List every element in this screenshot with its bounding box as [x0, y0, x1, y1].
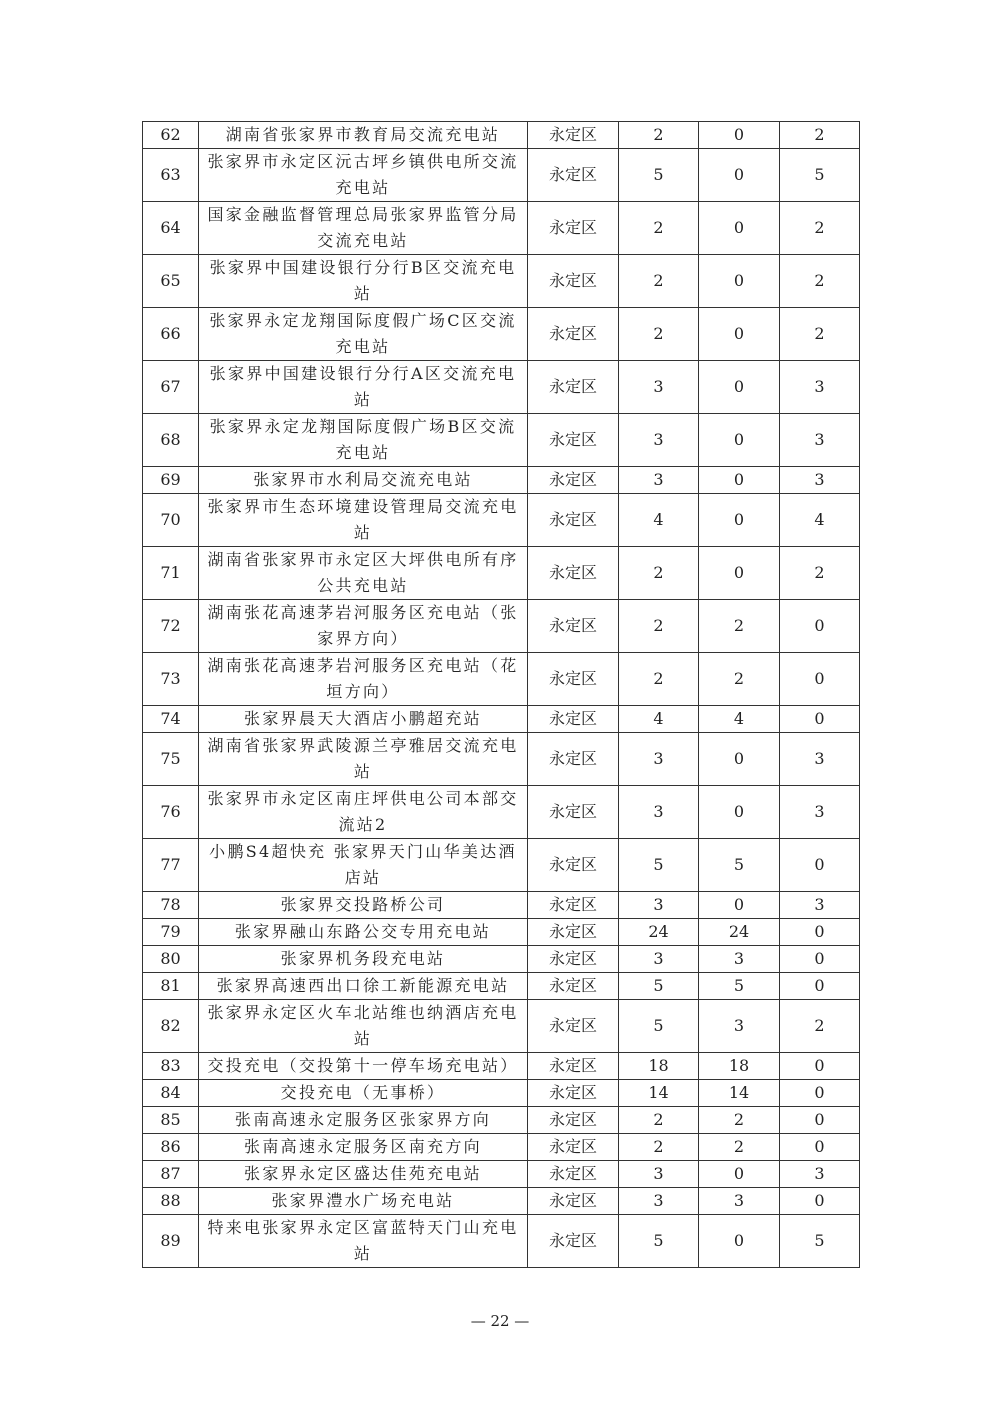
charging-station-table — [142, 121, 860, 1268]
table-row — [143, 1215, 860, 1268]
total-count-cell: 3 — [619, 361, 699, 414]
district-cell: 永定区 — [528, 733, 619, 786]
dc-count-cell: 0 — [699, 202, 780, 255]
district-cell: 永定区 — [528, 892, 619, 919]
total-count-cell: 5 — [619, 1000, 699, 1053]
total-count-cell: 2 — [619, 547, 699, 600]
ac-count-cell: 5 — [780, 1215, 860, 1268]
table-row — [143, 414, 860, 467]
table-row — [143, 255, 860, 308]
table-row — [143, 1188, 860, 1215]
ac-count-cell: 3 — [780, 414, 860, 467]
total-count-cell: 14 — [619, 1080, 699, 1107]
ac-count-cell: 0 — [780, 653, 860, 706]
district-cell: 永定区 — [528, 946, 619, 973]
ac-count-cell: 0 — [780, 706, 860, 733]
ac-count-cell: 0 — [780, 1053, 860, 1080]
total-count-cell: 2 — [619, 600, 699, 653]
ac-count-cell: 3 — [780, 467, 860, 494]
row-number-cell: 89 — [143, 1215, 199, 1268]
district-cell: 永定区 — [528, 1107, 619, 1134]
table-row — [143, 149, 860, 202]
station-name-cell: 张家界市水利局交流充电站 — [199, 467, 528, 494]
district-cell: 永定区 — [528, 600, 619, 653]
ac-count-cell: 2 — [780, 255, 860, 308]
station-name-cell: 张家界融山东路公交专用充电站 — [199, 919, 528, 946]
table-row — [143, 1107, 860, 1134]
row-number-cell: 87 — [143, 1161, 199, 1188]
station-name-cell: 交投充电（交投第十一停车场充电站） — [199, 1053, 528, 1080]
dc-count-cell: 0 — [699, 149, 780, 202]
ac-count-cell: 0 — [780, 1134, 860, 1161]
district-cell: 永定区 — [528, 149, 619, 202]
total-count-cell: 3 — [619, 414, 699, 467]
station-name-cell: 张家界永定龙翔国际度假广场B区交流充电站 — [199, 414, 528, 467]
ac-count-cell: 2 — [780, 547, 860, 600]
dc-count-cell: 0 — [699, 1215, 780, 1268]
dc-count-cell: 0 — [699, 1161, 780, 1188]
total-count-cell: 2 — [619, 1107, 699, 1134]
total-count-cell: 4 — [619, 494, 699, 547]
table-row — [143, 1053, 860, 1080]
station-name-cell: 特来电张家界永定区富蓝特天门山充电站 — [199, 1215, 528, 1268]
dc-count-cell: 2 — [699, 600, 780, 653]
total-count-cell: 5 — [619, 1215, 699, 1268]
station-name-cell: 张家界中国建设银行分行A区交流充电站 — [199, 361, 528, 414]
ac-count-cell: 0 — [780, 1107, 860, 1134]
district-cell: 永定区 — [528, 361, 619, 414]
row-number-cell: 64 — [143, 202, 199, 255]
station-name-cell: 湖南张花高速茅岩河服务区充电站（张家界方向） — [199, 600, 528, 653]
table-row — [143, 653, 860, 706]
row-number-cell: 75 — [143, 733, 199, 786]
dc-count-cell: 5 — [699, 973, 780, 1000]
row-number-cell: 71 — [143, 547, 199, 600]
total-count-cell: 2 — [619, 653, 699, 706]
station-name-cell: 小鹏S4超快充 张家界天门山华美达酒店站 — [199, 839, 528, 892]
district-cell: 永定区 — [528, 1000, 619, 1053]
total-count-cell: 3 — [619, 733, 699, 786]
total-count-cell: 4 — [619, 706, 699, 733]
row-number-cell: 72 — [143, 600, 199, 653]
district-cell: 永定区 — [528, 653, 619, 706]
total-count-cell: 2 — [619, 255, 699, 308]
district-cell: 永定区 — [528, 255, 619, 308]
dc-count-cell: 0 — [699, 786, 780, 839]
table-row — [143, 494, 860, 547]
district-cell: 永定区 — [528, 1134, 619, 1161]
ac-count-cell: 0 — [780, 973, 860, 1000]
total-count-cell: 3 — [619, 946, 699, 973]
station-name-cell: 张南高速永定服务区张家界方向 — [199, 1107, 528, 1134]
ac-count-cell: 3 — [780, 361, 860, 414]
ac-count-cell: 3 — [780, 786, 860, 839]
row-number-cell: 79 — [143, 919, 199, 946]
dc-count-cell: 24 — [699, 919, 780, 946]
dc-count-cell: 3 — [699, 1000, 780, 1053]
table-row — [143, 600, 860, 653]
row-number-cell: 88 — [143, 1188, 199, 1215]
station-name-cell: 张家界交投路桥公司 — [199, 892, 528, 919]
row-number-cell: 85 — [143, 1107, 199, 1134]
ac-count-cell: 0 — [780, 600, 860, 653]
district-cell: 永定区 — [528, 1053, 619, 1080]
district-cell: 永定区 — [528, 786, 619, 839]
table-row — [143, 1080, 860, 1107]
ac-count-cell: 0 — [780, 919, 860, 946]
table-row — [143, 308, 860, 361]
station-name-cell: 张家界永定龙翔国际度假广场C区交流充电站 — [199, 308, 528, 361]
row-number-cell: 80 — [143, 946, 199, 973]
row-number-cell: 74 — [143, 706, 199, 733]
dc-count-cell: 0 — [699, 733, 780, 786]
dc-count-cell: 3 — [699, 946, 780, 973]
station-name-cell: 张家界永定区火车北站维也纳酒店充电站 — [199, 1000, 528, 1053]
ac-count-cell: 0 — [780, 946, 860, 973]
station-name-cell: 交投充电（无事桥） — [199, 1080, 528, 1107]
ac-count-cell: 2 — [780, 308, 860, 361]
row-number-cell: 63 — [143, 149, 199, 202]
station-name-cell: 张家界永定区盛达佳苑充电站 — [199, 1161, 528, 1188]
district-cell: 永定区 — [528, 494, 619, 547]
station-name-cell: 张家界市永定区南庄坪供电公司本部交流站2 — [199, 786, 528, 839]
total-count-cell: 2 — [619, 308, 699, 361]
ac-count-cell: 3 — [780, 892, 860, 919]
station-name-cell: 湖南省张家界武陵源兰亭雅居交流充电站 — [199, 733, 528, 786]
station-name-cell: 张家界澧水广场充电站 — [199, 1188, 528, 1215]
station-name-cell: 湖南省张家界市教育局交流充电站 — [199, 122, 528, 149]
total-count-cell: 3 — [619, 1188, 699, 1215]
row-number-cell: 77 — [143, 839, 199, 892]
table-row — [143, 1000, 860, 1053]
station-name-cell: 湖南张花高速茅岩河服务区充电站（花垣方向） — [199, 653, 528, 706]
district-cell: 永定区 — [528, 1188, 619, 1215]
dc-count-cell: 14 — [699, 1080, 780, 1107]
total-count-cell: 5 — [619, 839, 699, 892]
dc-count-cell: 0 — [699, 892, 780, 919]
row-number-cell: 66 — [143, 308, 199, 361]
station-name-cell: 张家界中国建设银行分行B区交流充电站 — [199, 255, 528, 308]
dc-count-cell: 0 — [699, 494, 780, 547]
table-row — [143, 733, 860, 786]
table-row — [143, 361, 860, 414]
dc-count-cell: 18 — [699, 1053, 780, 1080]
table-row — [143, 547, 860, 600]
dc-count-cell: 0 — [699, 414, 780, 467]
row-number-cell: 86 — [143, 1134, 199, 1161]
row-number-cell: 69 — [143, 467, 199, 494]
total-count-cell: 2 — [619, 122, 699, 149]
total-count-cell: 3 — [619, 786, 699, 839]
station-name-cell: 张家界高速西出口徐工新能源充电站 — [199, 973, 528, 1000]
total-count-cell: 2 — [619, 1134, 699, 1161]
dc-count-cell: 5 — [699, 839, 780, 892]
ac-count-cell: 4 — [780, 494, 860, 547]
row-number-cell: 70 — [143, 494, 199, 547]
dc-count-cell: 2 — [699, 1107, 780, 1134]
table-row — [143, 122, 860, 149]
ac-count-cell: 3 — [780, 733, 860, 786]
ac-count-cell: 5 — [780, 149, 860, 202]
total-count-cell: 3 — [619, 1161, 699, 1188]
district-cell: 永定区 — [528, 547, 619, 600]
table-row — [143, 892, 860, 919]
dc-count-cell: 2 — [699, 1134, 780, 1161]
row-number-cell: 68 — [143, 414, 199, 467]
table-row — [143, 202, 860, 255]
district-cell: 永定区 — [528, 414, 619, 467]
table-row — [143, 919, 860, 946]
ac-count-cell: 0 — [780, 1188, 860, 1215]
station-name-cell: 张南高速永定服务区南充方向 — [199, 1134, 528, 1161]
district-cell: 永定区 — [528, 706, 619, 733]
table-row — [143, 973, 860, 1000]
station-name-cell: 张家界市永定区沅古坪乡镇供电所交流充电站 — [199, 149, 528, 202]
row-number-cell: 65 — [143, 255, 199, 308]
row-number-cell: 62 — [143, 122, 199, 149]
district-cell: 永定区 — [528, 839, 619, 892]
page-number: — 22 — — [470, 1312, 530, 1330]
dc-count-cell: 0 — [699, 255, 780, 308]
table-row — [143, 839, 860, 892]
total-count-cell: 5 — [619, 149, 699, 202]
station-name-cell: 张家界机务段充电站 — [199, 946, 528, 973]
row-number-cell: 67 — [143, 361, 199, 414]
station-name-cell: 国家金融监督管理总局张家界监管分局交流充电站 — [199, 202, 528, 255]
district-cell: 永定区 — [528, 919, 619, 946]
ac-count-cell: 2 — [780, 122, 860, 149]
dc-count-cell: 0 — [699, 467, 780, 494]
table-row — [143, 786, 860, 839]
total-count-cell: 5 — [619, 973, 699, 1000]
table-row — [143, 1161, 860, 1188]
ac-count-cell: 0 — [780, 839, 860, 892]
dc-count-cell: 4 — [699, 706, 780, 733]
row-number-cell: 76 — [143, 786, 199, 839]
table-row — [143, 467, 860, 494]
district-cell: 永定区 — [528, 308, 619, 361]
row-number-cell: 82 — [143, 1000, 199, 1053]
dc-count-cell: 0 — [699, 122, 780, 149]
row-number-cell: 73 — [143, 653, 199, 706]
total-count-cell: 18 — [619, 1053, 699, 1080]
district-cell: 永定区 — [528, 202, 619, 255]
row-number-cell: 84 — [143, 1080, 199, 1107]
ac-count-cell: 0 — [780, 1080, 860, 1107]
dc-count-cell: 0 — [699, 361, 780, 414]
dc-count-cell: 2 — [699, 653, 780, 706]
ac-count-cell: 2 — [780, 1000, 860, 1053]
dc-count-cell: 0 — [699, 547, 780, 600]
ac-count-cell: 2 — [780, 202, 860, 255]
row-number-cell: 81 — [143, 973, 199, 1000]
district-cell: 永定区 — [528, 122, 619, 149]
dc-count-cell: 3 — [699, 1188, 780, 1215]
station-name-cell: 张家界晨天大酒店小鹏超充站 — [199, 706, 528, 733]
table-row — [143, 946, 860, 973]
district-cell: 永定区 — [528, 1080, 619, 1107]
total-count-cell: 3 — [619, 892, 699, 919]
station-name-cell: 湖南省张家界市永定区大坪供电所有序公共充电站 — [199, 547, 528, 600]
station-name-cell: 张家界市生态环境建设管理局交流充电站 — [199, 494, 528, 547]
dc-count-cell: 0 — [699, 308, 780, 361]
table-row — [143, 706, 860, 733]
row-number-cell: 78 — [143, 892, 199, 919]
total-count-cell: 24 — [619, 919, 699, 946]
total-count-cell: 2 — [619, 202, 699, 255]
district-cell: 永定区 — [528, 1215, 619, 1268]
district-cell: 永定区 — [528, 973, 619, 1000]
total-count-cell: 3 — [619, 467, 699, 494]
district-cell: 永定区 — [528, 1161, 619, 1188]
row-number-cell: 83 — [143, 1053, 199, 1080]
ac-count-cell: 3 — [780, 1161, 860, 1188]
table-row — [143, 1134, 860, 1161]
district-cell: 永定区 — [528, 467, 619, 494]
